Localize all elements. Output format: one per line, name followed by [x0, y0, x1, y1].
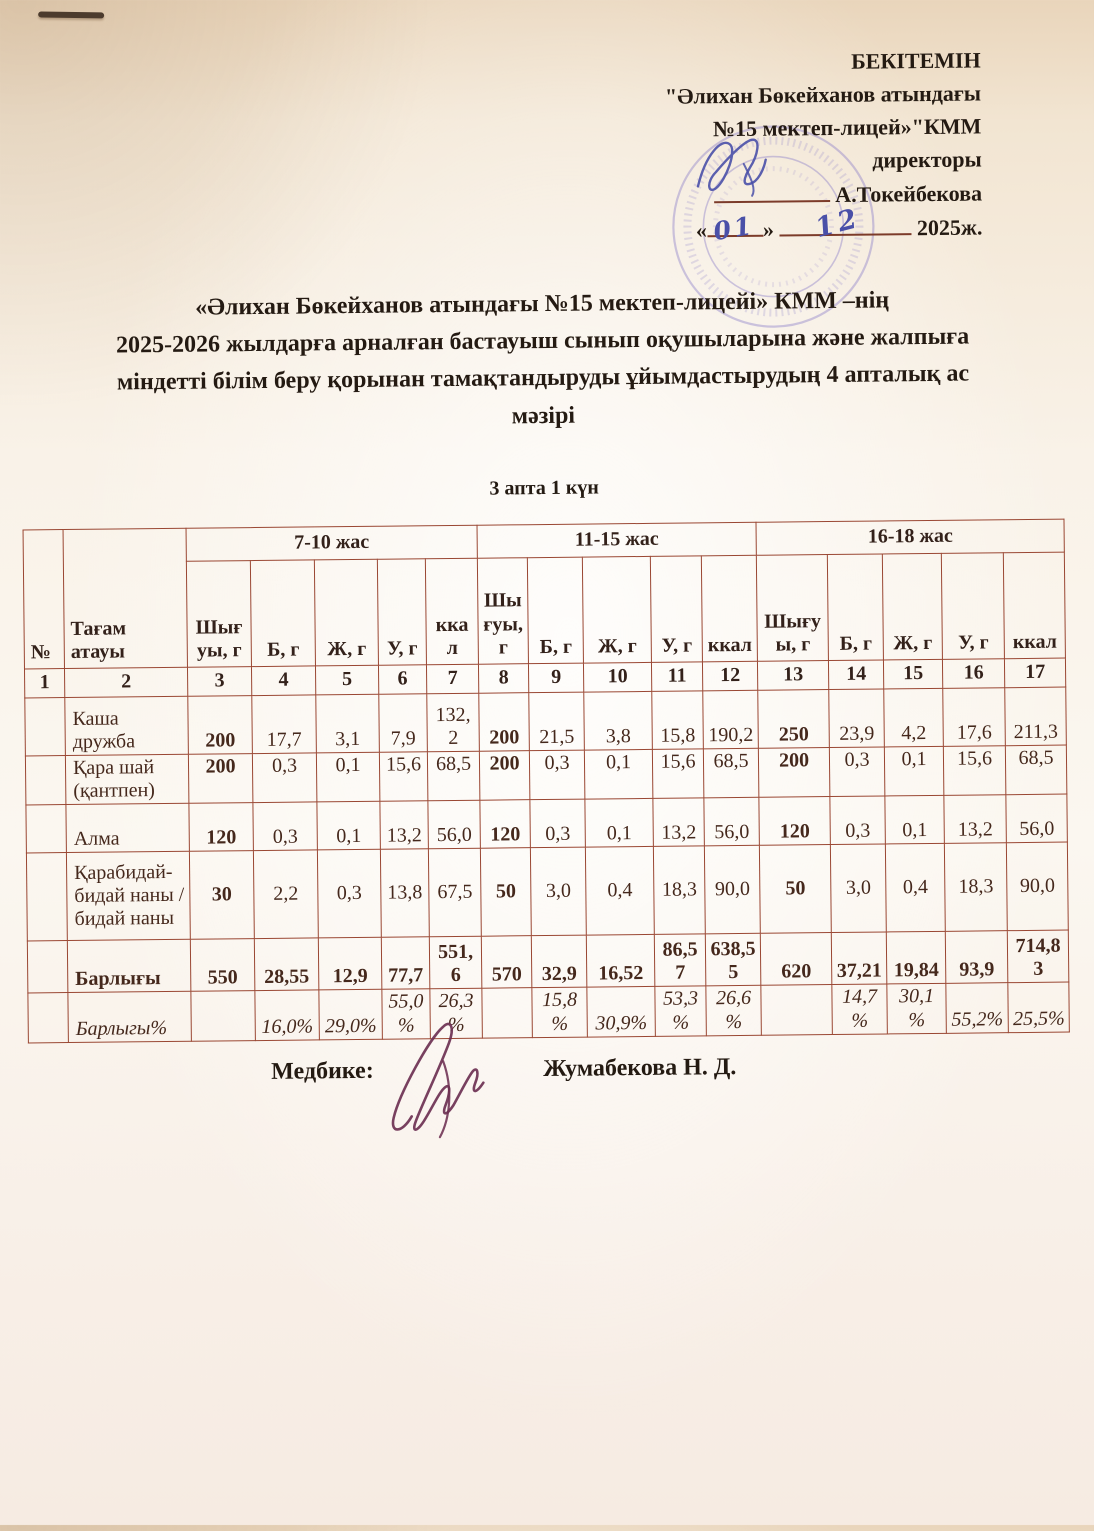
cell: 90,0	[1006, 842, 1068, 931]
cell: 15,6	[943, 746, 1006, 796]
cell: 120	[759, 797, 830, 846]
col-header: ккал	[425, 558, 478, 665]
cell: 56,0	[1006, 794, 1068, 843]
col-header: ккал	[701, 555, 757, 662]
handwritten-day: 01	[710, 210, 756, 247]
col-header: Шығуы, г	[756, 555, 828, 662]
cell: 50	[759, 845, 831, 934]
nurse-label: Медбике:	[271, 1057, 374, 1085]
col-number: 16	[943, 659, 1005, 689]
cell: 714,83	[1007, 930, 1069, 983]
cell-no	[26, 853, 67, 941]
cell: 12,9	[318, 938, 382, 991]
cell: 30,1%	[887, 984, 947, 1034]
cell: 86,57	[654, 934, 706, 987]
col-number: 14	[829, 660, 884, 690]
cell-no	[28, 993, 69, 1043]
col-header: Ж, г	[314, 559, 378, 666]
cell: 25,5%	[1008, 982, 1070, 1032]
title-line: мәзірі	[511, 402, 576, 429]
col-number: 12	[703, 661, 758, 691]
cell: 16,52	[586, 935, 655, 988]
cell: 0,4	[585, 847, 654, 936]
cell: 37,21	[831, 932, 887, 985]
cell: 4,2	[884, 688, 944, 747]
cell: 570	[481, 936, 532, 989]
cell: 0,1	[585, 799, 653, 848]
approval-year: 2025ж.	[916, 214, 983, 241]
cell: 19,84	[886, 932, 946, 985]
cell: 190,2	[703, 690, 759, 749]
title-line: «Әлихан Бөкейханов атындағы №15 мектеп-лицейі» КММ –нің	[195, 287, 890, 321]
cell: 17,7	[252, 695, 317, 754]
table-row	[26, 842, 1068, 941]
col-number: 10	[584, 662, 652, 692]
cell: 0,1	[584, 749, 653, 799]
cell: 77,7	[381, 937, 430, 989]
col-number: 15	[884, 659, 943, 689]
cell: 0,3	[252, 753, 317, 803]
cell: 120	[480, 800, 530, 849]
col-number: 2	[64, 667, 187, 697]
cell: 0,3	[529, 750, 585, 800]
cell: 13,2	[380, 801, 429, 850]
title-line: 2025-2026 жылдарға арналған бастауыш сынып оқушыларына және жалпыға	[115, 323, 970, 359]
date-month-line	[779, 202, 911, 245]
col-header: ккал	[1003, 552, 1065, 659]
nurse-name: Жумабекова Н. Д.	[543, 1054, 737, 1083]
cell: 67,5	[428, 849, 481, 938]
age-group-11-15: 11-15 жас	[477, 522, 756, 558]
cell: 13,8	[380, 849, 429, 937]
approval-org-line2: №15 мектеп-лицей»"КММ	[712, 113, 982, 142]
col-number: 5	[315, 665, 378, 695]
cell: 55,0%	[382, 989, 431, 1039]
approval-title: БЕКІТЕМІН	[851, 47, 981, 74]
col-header: Б, г	[250, 560, 315, 667]
cell: 120	[189, 803, 253, 852]
cell: 200	[188, 696, 253, 755]
cell: 551,6	[429, 937, 482, 990]
col-header: Б, г	[827, 554, 883, 661]
percent-row	[28, 982, 1070, 1042]
cell: 620	[760, 933, 832, 986]
cell: 550	[190, 939, 255, 992]
col-number: 7	[426, 664, 478, 694]
dish-name: Қарабидай-бидай наны / бидай наны	[66, 852, 190, 941]
cell: 68,5	[1005, 745, 1067, 795]
cell: 3,8	[584, 691, 653, 750]
cell: 200	[479, 693, 530, 752]
col-header: Б, г	[527, 557, 583, 664]
cell: 200	[758, 748, 830, 798]
menu-table	[23, 519, 1070, 1044]
cell	[761, 985, 833, 1035]
col-number: 17	[1005, 658, 1066, 688]
title-line: міндетті білім беру қорынан тамақтандыруды ұйымдастырудың 4 апталық ас	[116, 360, 970, 396]
cell: 15,6	[652, 749, 704, 799]
col-number: 13	[758, 661, 829, 691]
approval-name: А.Токейбекова	[835, 180, 983, 208]
cell: 3,0	[830, 844, 886, 933]
dish-name: Алма	[66, 804, 189, 853]
col-number: 8	[479, 664, 529, 694]
col-number: 11	[652, 662, 703, 692]
cell: 26,3%	[430, 989, 483, 1039]
col-header: У, г	[941, 553, 1004, 660]
col-header: Шығуы, г	[477, 558, 528, 665]
age-group-7-10: 7-10 жас	[186, 525, 477, 561]
cell: 0,3	[253, 802, 317, 851]
col-number: 9	[529, 663, 584, 693]
quote-open: «	[695, 217, 708, 243]
cell: 0,1	[885, 796, 944, 845]
cell: 15,8%	[532, 987, 588, 1037]
cell: 638,55	[705, 934, 761, 987]
cell: 211,3	[1005, 687, 1067, 746]
percent-label: Барлыгы%	[68, 992, 192, 1043]
cell	[191, 991, 256, 1041]
cell: 0,3	[530, 799, 585, 848]
cell: 2,2	[253, 850, 318, 939]
cell: 26,6%	[706, 986, 762, 1036]
col-header: Ж, г	[582, 556, 651, 663]
cell: 200	[479, 751, 530, 801]
cell-no	[26, 805, 67, 853]
quote-close: »	[762, 216, 775, 242]
cell: 13,2	[944, 795, 1006, 844]
col-header: Шығуы, г	[186, 561, 251, 668]
cell: 68,5	[427, 751, 480, 801]
cell: 200	[188, 754, 253, 804]
age-group-16-18: 16-18 жас	[756, 519, 1064, 555]
col-header: У, г	[377, 559, 426, 665]
cell: 132,2	[427, 693, 480, 752]
document-title	[45, 281, 1041, 440]
cell: 21,5	[529, 692, 585, 751]
cell: 16,0%	[255, 990, 320, 1040]
cell: 17,6	[943, 688, 1006, 747]
col-number: 6	[378, 665, 426, 695]
cell: 90,0	[704, 846, 760, 935]
cell: 50	[480, 848, 531, 937]
cell: 0,1	[317, 802, 380, 851]
totals-label: Барлығы	[67, 940, 191, 993]
col-number: 4	[251, 666, 315, 696]
cell: 0,3	[829, 747, 885, 797]
col-number: 3	[187, 667, 251, 697]
signature-line	[714, 177, 830, 203]
cell: 53,3%	[655, 986, 707, 1036]
cell: 56,0	[428, 801, 481, 850]
cell: 3,0	[530, 847, 586, 936]
cell-no	[27, 941, 68, 993]
nurse-signature	[381, 1020, 517, 1139]
cell: 30,9%	[587, 987, 656, 1037]
cell: 15,6	[379, 752, 428, 802]
cell: 0,4	[885, 844, 945, 933]
cell: 28,55	[254, 938, 319, 991]
col-number: 1	[24, 669, 64, 698]
date-day-line	[707, 210, 763, 247]
cell: 32,9	[531, 935, 587, 988]
cell: 68,5	[703, 748, 759, 798]
handwritten-month: 12	[812, 202, 864, 245]
cell: 93,9	[945, 931, 1008, 984]
cell: 30	[189, 851, 254, 940]
staple-mark	[38, 11, 104, 18]
col-header-no: №	[23, 530, 64, 669]
cell-no	[25, 756, 66, 806]
cell: 250	[758, 690, 830, 749]
approval-date-line	[666, 202, 983, 247]
cell: 18,3	[944, 843, 1007, 932]
approval-org-line1: "Әлихан Бөкейханов атындағы	[664, 80, 982, 109]
cell: 23,9	[829, 689, 885, 748]
col-header: Ж, г	[882, 553, 942, 660]
col-header-dish: Тағам атауы	[63, 528, 187, 668]
cell: 3,1	[316, 694, 380, 753]
cell: 14,7%	[832, 984, 888, 1034]
cell: 7,9	[379, 694, 428, 752]
cell: 15,8	[652, 691, 704, 750]
cell: 56,0	[704, 798, 760, 847]
cell: 55,2%	[946, 983, 1009, 1033]
table-row	[25, 687, 1067, 756]
dish-name: Қара шай (қантпен)	[65, 754, 189, 805]
cell: 13,2	[653, 798, 704, 847]
week-day-subtitle: 3 апта 1 күн	[489, 476, 599, 500]
cell-no	[25, 698, 66, 756]
cell: 18,3	[653, 846, 705, 935]
approval-role: директоры	[872, 146, 982, 173]
cell: 0,1	[316, 752, 380, 802]
col-header: У, г	[650, 556, 702, 663]
cell: 0,1	[884, 746, 944, 796]
cell: 0,3	[317, 850, 381, 939]
approval-block	[664, 43, 982, 246]
cell: 29,0%	[319, 990, 383, 1040]
cell: 0,3	[830, 796, 885, 845]
dish-name: Каша дружба	[65, 696, 189, 755]
